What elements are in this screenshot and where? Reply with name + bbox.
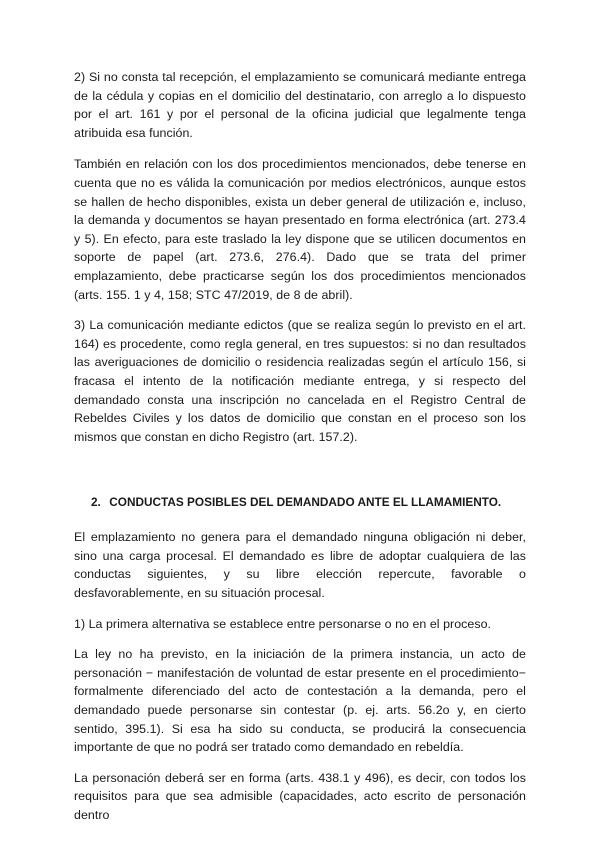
paragraph-appearance-act: La ley no ha previsto, en la iniciación de la primera instancia, un acto de personación − manifestación de voluntad de estar presente en el procedimiento− formalmente diferenciado del acto de contestación a la demanda, pero el demandado puede personarse sin contestar (p. ej. arts. 56.2o y, en cierto sentido, 395.1). Si esa ha sido su conducta, se producirá la consecuencia importante de que no podrá ser tratado como demandado en rebeldía.: [74, 647, 526, 755]
paragraph-formal-appearance: La personación deberá ser en forma (arts. 438.1 y 496), es decir, con todos los requisitos para que sea admisible (capacidades, acto escrito de personación dentro: [74, 770, 526, 822]
paragraph-edict-communication: 3) La comunicación mediante edictos (que se realiza según lo previsto en el art. 164) es procedente, como regla general, en tres supuestos: si no dan resultados las averiguaciones de domicilio o residencia realizadas según el artículo 156, si fracasa el intento de la notificación mediante entrega, y si respecto del demandado consta una inscripción no cancelada en el Registro Central de Rebeldes Civiles y los datos de domicilio que constan en el proceso son los mismos que constan en dicho Registro (art. 157.2).: [74, 318, 526, 444]
section-title: CONDUCTAS POSIBLES DEL DEMANDADO ANTE EL LLAMAMIENTO.: [109, 495, 502, 510]
paragraph-service-by-delivery: 2) Si no consta tal recepción, el emplazamiento se comunicará mediante entrega de la cédula y copias en el domicilio del destinatario, con arreglo a lo dispuesto por el art. 161 y por el personal de la oficina judicial que legalmente tenga atribuida esa función.: [74, 70, 526, 140]
document-page: [74, 68, 526, 838]
paragraph-procedural-burden: El emplazamiento no genera para el demandado ninguna obligación ni deber, sino una carga procesal. El demandado es libre de adoptar cualquiera de las conductas siguientes, y su libre elección repercute, favorable o desfavorablemente, en su situación procesal.: [74, 530, 526, 601]
section-heading: [74, 493, 526, 511]
paragraph-first-alternative: 1) La primera alternativa se establece entre personarse o no en el proceso.: [74, 616, 492, 631]
paragraph-electronic-means: También en relación con los dos procedimientos mencionados, debe tenerse en cuenta que no es válida la comunicación por medios electrónicos, aunque estos se hallen de hecho disponibles, exista un deber general de utilización e, incluso, la demanda y documentos se hayan presentado en forma electrónica (art. 273.4 y 5). En efecto, para este traslado la ley dispone que se utilicen documentos en soporte de papel (art. 273.6, 276.4). Dado que se trata del primer emplazamiento, debe practicarse según los dos procedimientos mencionados (arts. 155. 1 y 4, 158; STC 47/2019, de 8 de abril).: [74, 157, 526, 302]
section-number: 2.: [91, 495, 101, 510]
